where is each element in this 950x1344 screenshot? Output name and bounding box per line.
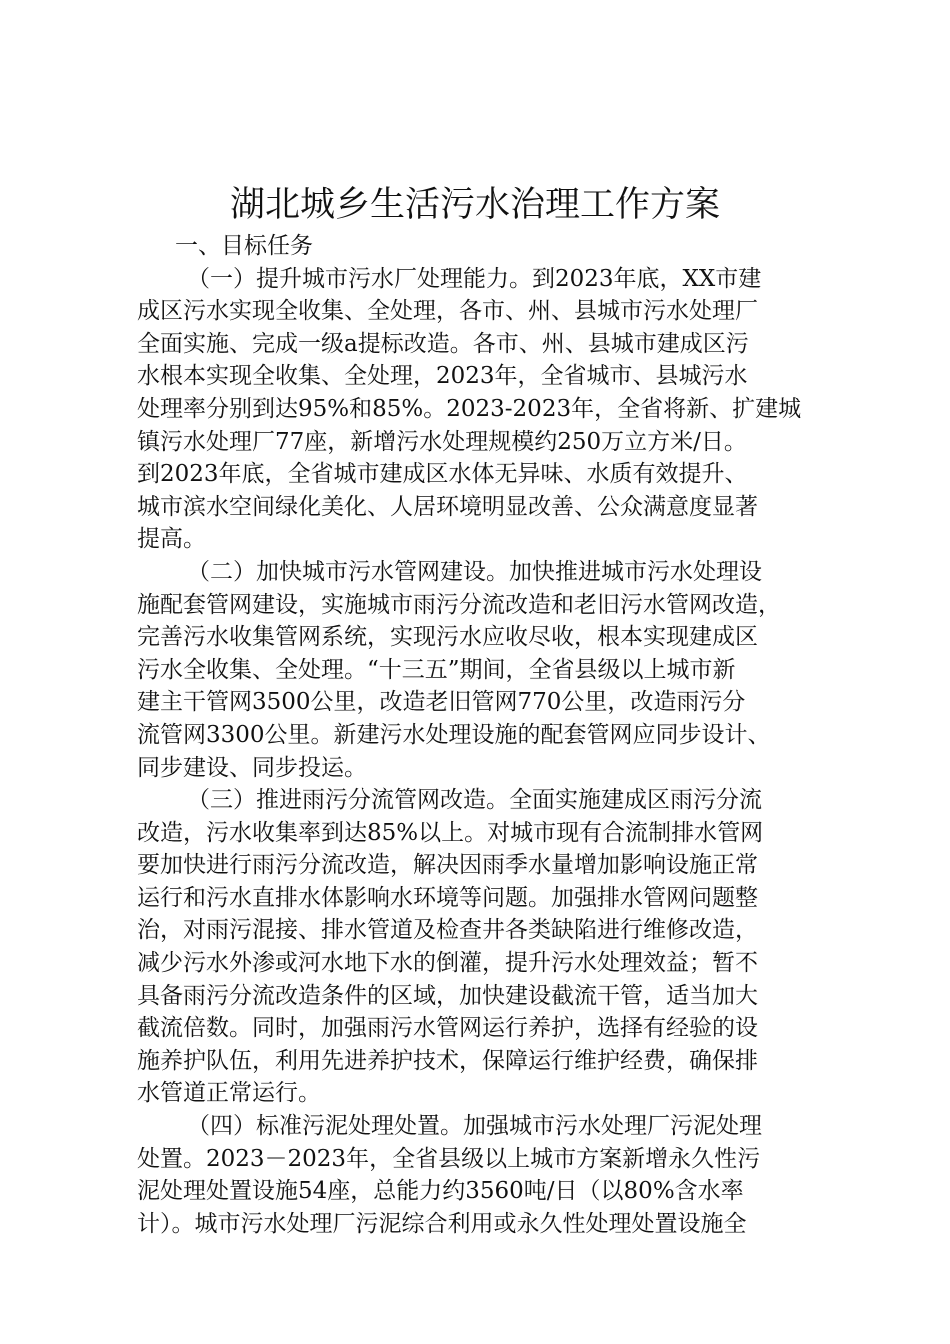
paragraph-line: 治，对雨污混接、排水管道及检查井各类缺陷进行维修改造，: [137, 917, 758, 944]
paragraph-line: 具备雨污分流改造条件的区域，加快建设截流干管，适当加大: [137, 982, 758, 1009]
document-body: [137, 230, 827, 1240]
paragraph-line: 城市滨水空间绿化美化、人居环境明显改善、公众满意度显著: [137, 493, 758, 520]
paragraph-line: 成区污水实现全收集、全处理，各市、州、县城市污水处理厂: [137, 298, 758, 325]
paragraph-line: 处置。2023－2023年，全省县级以上城市方案新增永久性污: [137, 1145, 761, 1172]
paragraph-line: （二）加快城市污水管网建设。加快推进城市污水处理设: [187, 558, 762, 585]
paragraph-line: 泥处理处置设施54座，总能力约3560吨/日（以80%含水率: [137, 1178, 744, 1205]
paragraph-line: （四）标准污泥处理处置。加强城市污水处理厂污泥处理: [187, 1113, 762, 1140]
paragraph-line: 镇污水处理厂77座，新增污水处理规模约250万立方米/日。: [137, 428, 747, 455]
paragraph-line: 污水全收集、全处理。“十三五”期间，全省县级以上城市新: [137, 656, 736, 683]
paragraph-line: 运行和污水直排水体影响水环境等问题。加强排水管网问题整: [137, 884, 758, 911]
document-title: 湖北城乡生活污水治理工作方案: [229, 185, 720, 225]
paragraph-line: 施配套管网建设，实施城市雨污分流改造和老旧污水管网改造，: [137, 591, 781, 618]
paragraph-line: 要加快进行雨污分流改造，解决因雨季水量增加影响设施正常: [137, 852, 758, 879]
paragraph-line: （一）提升城市污水厂处理能力。到2023年底，XX市建: [187, 265, 762, 292]
paragraph-line: 建主干管网3500公里，改造老旧管网770公里，改造雨污分: [137, 689, 746, 716]
paragraph-line: 截流倍数。同时，加强雨污水管网运行养护，选择有经验的设: [137, 1015, 758, 1042]
paragraph-line: 完善污水收集管网系统，实现污水应收尽收，根本实现建成区: [137, 624, 758, 651]
paragraph-line: 改造，污水收集率到达85%以上。对城市现有合流制排水管网: [137, 819, 764, 846]
paragraph-line: （三）推进雨污分流管网改造。全面实施建成区雨污分流: [187, 787, 762, 814]
paragraph-line: 施养护队伍，利用先进养护技术，保障运行维护经费，确保排: [137, 1047, 758, 1074]
paragraph-line: 提高。: [137, 526, 206, 553]
paragraph-line: 全面实施、完成一级a提标改造。各市、州、县城市建成区污: [137, 330, 749, 357]
paragraph-line: 同步建设、同步投运。: [137, 754, 367, 781]
paragraph-line: 计）。城市污水处理厂污泥综合利用或永久性处理处置设施全: [137, 1210, 747, 1237]
paragraph-line: 处理率分别到达95%和85%。2023-2023年，全省将新、扩建城: [137, 395, 802, 422]
section-heading: 一、目标任务: [175, 233, 313, 259]
paragraph-line: 水根本实现全收集、全处理，2023年，全省城市、县城污水: [137, 363, 748, 390]
paragraph-line: 到2023年底，全省城市建成区水体无异味、水质有效提升、: [137, 461, 748, 488]
paragraph-line: 减少污水外渗或河水地下水的倒灌，提升污水处理效益；暂不: [137, 950, 758, 977]
paragraph-line: 水管道正常运行。: [137, 1080, 321, 1107]
paragraph-line: 流管网3300公里。新建污水处理设施的配套管网应同步设计、: [137, 721, 771, 748]
